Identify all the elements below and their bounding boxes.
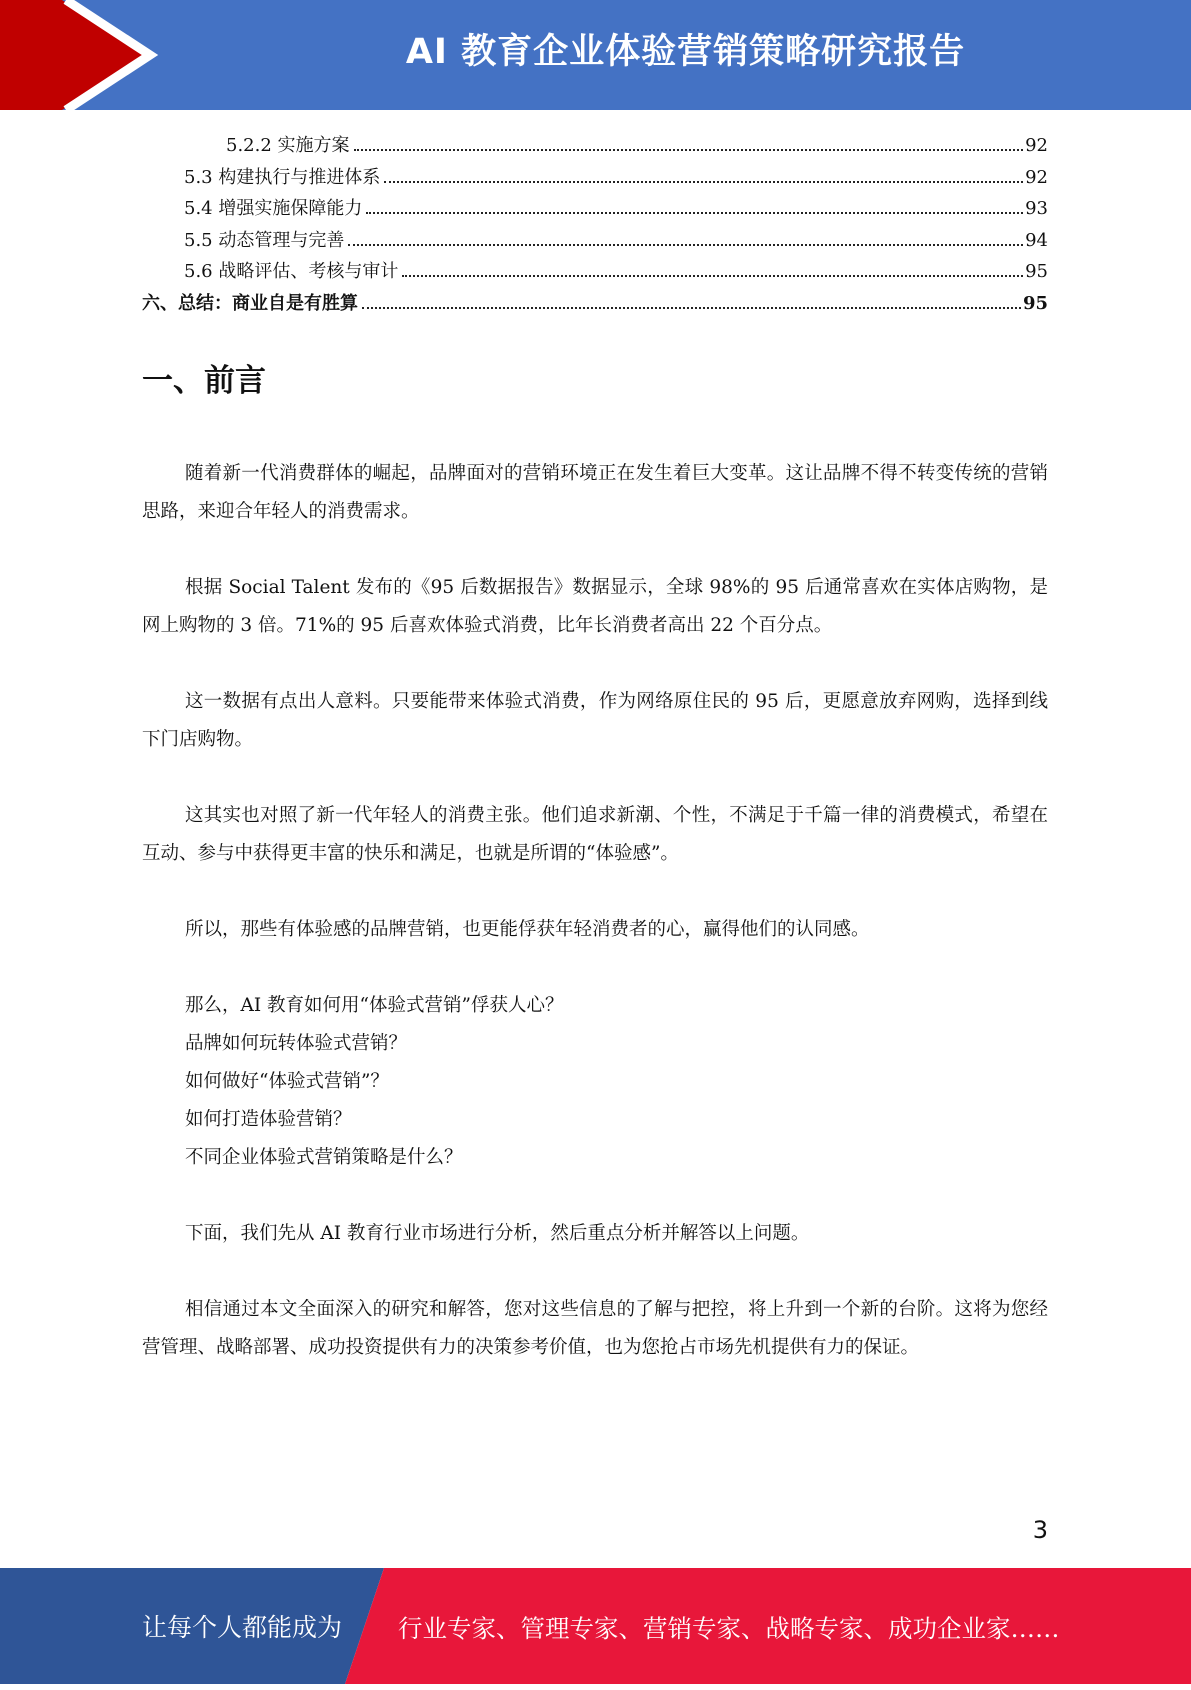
toc-entry[interactable] <box>142 225 1048 257</box>
footer-slogan-left: 让每个人都能成为 <box>142 1613 343 1642</box>
toc-entry-page: 92 <box>1025 166 1048 188</box>
toc-leader-dots <box>402 274 1023 277</box>
paragraph: 这其实也对照了新一代年轻人的消费主张。他们追求新潮、个性，不满足于千篇一律的消费模式，希望在互动、参与中获得更丰富的快乐和满足，也就是所谓的“体验感”。 <box>142 805 1048 864</box>
paragraph: 下面，我们先从 AI 教育行业市场进行分析，然后重点分析并解答以上问题。 <box>185 1223 810 1244</box>
paragraph: 相信通过本文全面深入的研究和解答，您对这些信息的了解与把控，将上升到一个新的台阶。这将为您经营管理、战略部署、成功投资提供有力的决策参考价值，也为您抢占市场先机提供有力的保证。 <box>142 1299 1048 1358</box>
footer-banner <box>0 1568 1191 1684</box>
toc-entry-page: 94 <box>1025 229 1048 251</box>
paragraph: 根据 Social Talent 发布的《95 后数据报告》数据显示，全球 98%的 95 后通常喜欢在实体店购物，是网上购物的 3 倍。71%的 95 后喜欢体验式消费，比年长消费者高出 22 个百分点。 <box>142 577 1048 636</box>
toc-entry-page: 92 <box>1025 135 1048 156</box>
toc-entry-label: 5.5 动态管理与完善 <box>184 229 345 251</box>
header-banner <box>0 0 1191 110</box>
toc-leader-dots <box>384 180 1023 183</box>
toc-entry[interactable] <box>142 162 1048 194</box>
toc-entry-label: 六、总结：商业自是有胜算 <box>142 292 358 314</box>
toc-entry-page: 95 <box>1022 292 1048 314</box>
toc-entry-label: 5.2.2 实施方案 <box>226 135 350 156</box>
paragraph: 所以，那些有体验感的品牌营销，也更能俘获年轻消费者的心，赢得他们的认同感。 <box>185 919 870 940</box>
table-of-contents <box>142 130 1048 319</box>
toc-entry[interactable] <box>142 193 1048 225</box>
toc-entry-page: 95 <box>1025 261 1048 282</box>
toc-leader-dots <box>348 243 1023 246</box>
report-title: AI 教育企业体验营销策略研究报告 <box>405 32 966 72</box>
question-line: 不同企业体验式营销策略是什么？ <box>185 1147 463 1168</box>
toc-entry-label: 5.3 构建执行与推进体系 <box>184 166 381 188</box>
paragraph: 随着新一代消费群体的崛起，品牌面对的营销环境正在发生着巨大变革。这让品牌不得不转变传统的营销思路，来迎合年轻人的消费需求。 <box>142 463 1048 522</box>
page-number: 3 <box>1032 1516 1048 1544</box>
body-text <box>142 455 1048 1367</box>
footer-slogan-right: 行业专家、管理专家、营销专家、战略专家、成功企业家…… <box>398 1614 1060 1643</box>
question-line: 如何打造体验营销？ <box>185 1109 352 1130</box>
toc-leader-dots <box>366 211 1023 214</box>
question-line: 品牌如何玩转体验式营销？ <box>185 1033 408 1054</box>
section-heading: 一、前言 <box>142 363 266 399</box>
toc-entry[interactable] <box>142 288 1048 320</box>
toc-entry-page: 93 <box>1025 198 1048 219</box>
toc-entry-label: 5.6 战略评估、考核与审计 <box>184 261 399 282</box>
question-line: 如何做好“体验式营销”？ <box>185 1071 389 1092</box>
toc-entry[interactable] <box>142 256 1048 288</box>
toc-leader-dots <box>354 148 1024 151</box>
toc-entry-label: 5.4 增强实施保障能力 <box>184 198 363 219</box>
toc-leader-dots <box>362 306 1021 309</box>
paragraph: 这一数据有点出人意料。只要能带来体验式消费，作为网络原住民的 95 后，更愿意放弃网购，选择到线下门店购物。 <box>142 691 1048 750</box>
toc-entry[interactable] <box>142 130 1048 162</box>
question-line: 那么，AI 教育如何用“体验式营销”俘获人心？ <box>185 995 564 1016</box>
